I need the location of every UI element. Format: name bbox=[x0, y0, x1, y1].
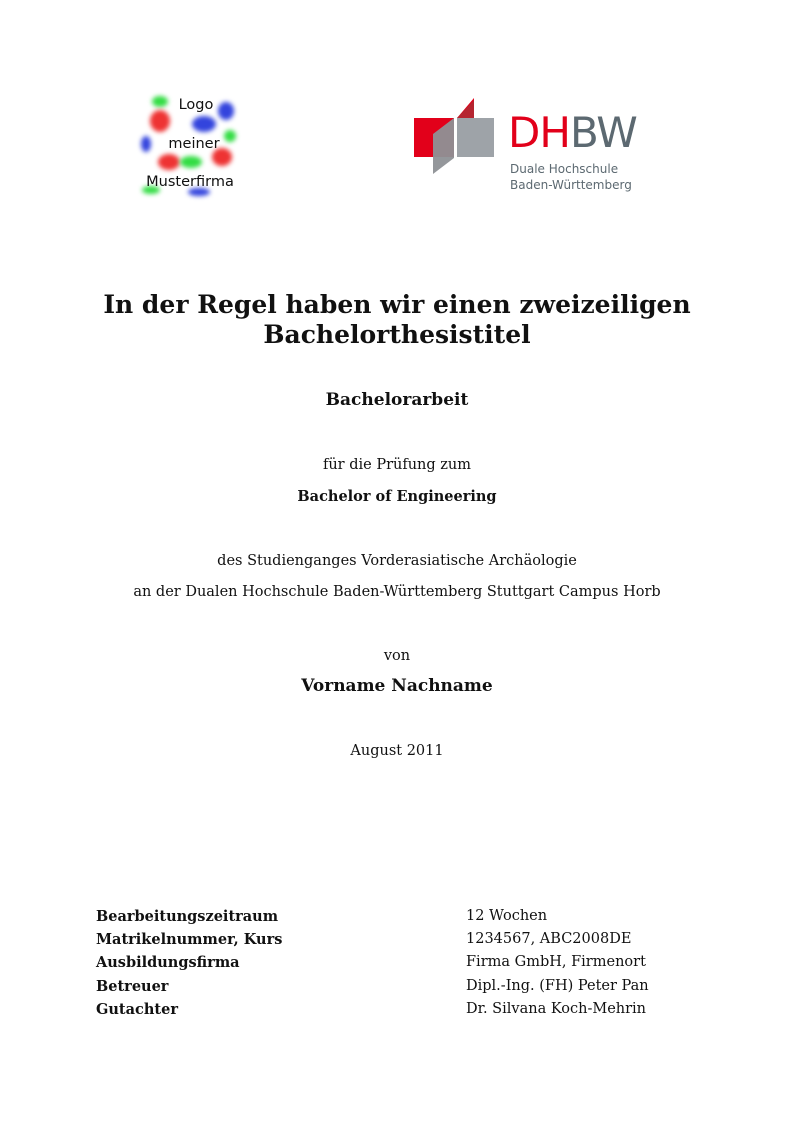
info-row bbox=[96, 928, 656, 951]
dhbw-wordmark-red: DH bbox=[508, 108, 570, 157]
thesis-title-line2: Bachelorthesistitel bbox=[263, 320, 531, 349]
dhbw-wordmark bbox=[508, 110, 637, 156]
info-value: Dr. Silvana Koch-Mehrin bbox=[466, 1000, 647, 1017]
university-name: an der Dualen Hochschule Baden-Württemberg Stuttgart Campus Horb bbox=[133, 584, 661, 600]
submission-date: August 2011 bbox=[350, 743, 444, 759]
study-program: des Studienganges Vorderasiatische Archäologie bbox=[217, 553, 577, 569]
logo-text-line: meiner bbox=[168, 136, 220, 152]
degree: Bachelor of Engineering bbox=[297, 488, 497, 505]
logo-blob bbox=[192, 116, 216, 132]
logo-blob bbox=[180, 156, 202, 168]
info-label: Betreuer bbox=[96, 977, 169, 995]
info-label: Gutachter bbox=[96, 1000, 178, 1018]
logo-text-line: Logo bbox=[178, 97, 214, 113]
thesis-title bbox=[0, 290, 794, 350]
info-row bbox=[96, 905, 656, 928]
info-row bbox=[96, 998, 656, 1021]
company-logo bbox=[138, 92, 248, 196]
info-table bbox=[96, 905, 656, 1021]
thesis-title-line1: In der Regel haben wir einen zweizeiligen bbox=[103, 290, 691, 319]
purpose-text: für die Prüfung zum bbox=[322, 457, 472, 473]
info-label: Ausbildungsfirma bbox=[96, 954, 240, 972]
info-value: 1234567, ABC2008DE bbox=[466, 931, 632, 948]
info-value: Firma GmbH, Firmenort bbox=[466, 954, 646, 971]
logo-blob bbox=[150, 110, 170, 132]
logo-text-line: Musterfirma bbox=[146, 174, 234, 190]
document-type: Bachelorarbeit bbox=[325, 390, 469, 410]
info-label: Matrikelnummer, Kurs bbox=[96, 931, 283, 949]
by-text: von bbox=[383, 648, 411, 664]
author-name: Vorname Nachname bbox=[301, 676, 493, 696]
info-row bbox=[96, 975, 656, 998]
info-row bbox=[96, 951, 656, 974]
info-label: Bearbeitungszeitraum bbox=[96, 908, 279, 925]
dhbw-logo bbox=[412, 96, 652, 196]
dhbw-subtitle-line1: Duale Hochschule bbox=[510, 162, 619, 176]
dhbw-subtitle-line2: Baden-Württemberg bbox=[510, 178, 632, 192]
logo-blob bbox=[158, 154, 180, 170]
info-value: 12 Wochen bbox=[466, 908, 548, 924]
dhbw-wordmark-gray: BW bbox=[569, 108, 637, 157]
dhbw-emblem-icon bbox=[412, 96, 502, 181]
info-value: Dipl.-Ing. (FH) Peter Pan bbox=[466, 977, 649, 994]
